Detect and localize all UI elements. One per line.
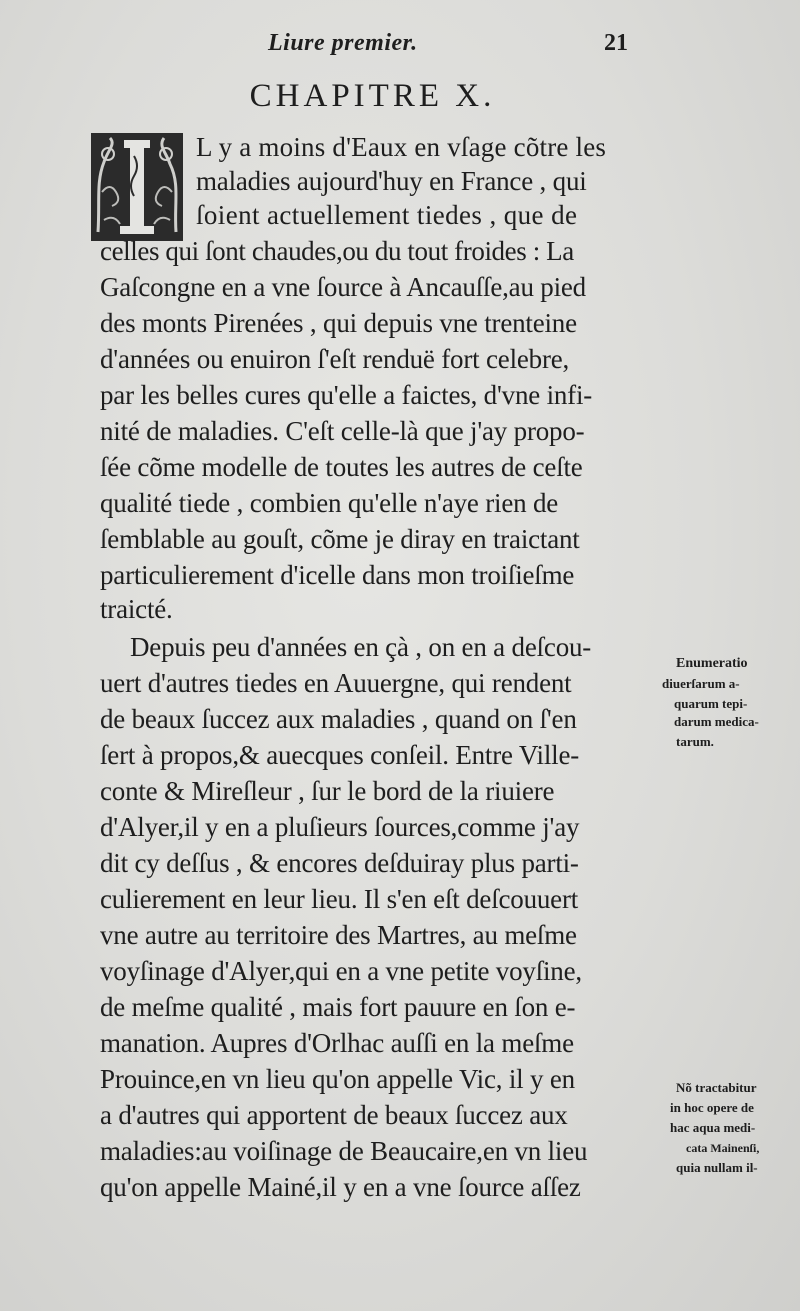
text-line: de meſme qualité , mais fort pauure en ſon e- [100, 992, 576, 1022]
text-line: Gaſcongne en a vne ſource à Ancauſſe,au pied [100, 272, 586, 302]
margin-note-line: quia nullam il- [676, 1160, 758, 1175]
text-line: culierement en leur lieu. Il s'en eſt deſcouuert [100, 884, 579, 914]
text-line: par les belles cures qu'elle a faictes, d'vne infi- [100, 380, 593, 410]
text-line: dit cy deſſus , & encores deſduiray plus parti- [100, 848, 579, 878]
text-line: particulierement d'icelle dans mon troiſieſme [100, 560, 575, 590]
text-line: vne autre au territoire des Martres, au meſme [100, 920, 577, 950]
running-title: Liure premier. [268, 30, 418, 56]
text-line: ſoient actuellement tiedes , que de [196, 200, 578, 230]
text-line: celles qui ſont chaudes,ou du tout froides : La [100, 236, 574, 266]
text-line: a d'autres qui apportent de beaux ſuccez aux [100, 1100, 568, 1130]
margin-note-line: Enumeratio [676, 656, 748, 671]
text-line: ſert à propos,& auecques conſeil. Entre Ville- [100, 740, 580, 770]
text-line: ſemblable au gouſt, cõme je diray en traictant [100, 524, 580, 554]
page-number: 21 [604, 30, 628, 56]
margin-note-line: hac aqua medi- [670, 1120, 756, 1135]
text-line: manation. Aupres d'Orlhac auſſi en la meſme [100, 1028, 574, 1058]
chapter-title: CHAPITRE X. [249, 78, 496, 114]
margin-note-line: diuerſarum a- [662, 676, 740, 691]
text-line: uert d'autres tiedes en Auuergne, qui rendent [100, 668, 572, 698]
margin-note-line: Nõ tractabitur [676, 1080, 757, 1095]
text-line: traicté. [100, 594, 173, 624]
text-line: qualité tiede , combien qu'elle n'aye rien de [100, 488, 559, 518]
margin-note-line: darum medica- [674, 714, 759, 729]
margin-note-line: in hoc opere de [670, 1100, 754, 1115]
text-line: Depuis peu d'années en çà , on en a deſcou- [130, 632, 592, 662]
text-line: Prouince,en vn lieu qu'on appelle Vic, il y en [100, 1064, 575, 1094]
text-line: nité de maladies. C'eſt celle-là que j'ay propo- [100, 416, 585, 446]
text-line: maladies:au voiſinage de Beaucaire,en vn lieu [100, 1136, 588, 1166]
text-line: ſée cõme modelle de toutes les autres de ceſte [100, 452, 583, 482]
margin-note-line: quarum tepi- [674, 696, 748, 711]
text-line: d'Alyer,il y en a pluſieurs ſources,comme j'ay [100, 812, 580, 842]
margin-note-line: cata Mainenſi, [686, 1141, 760, 1155]
text-line: conte & Mireſleur , ſur le bord de la riuiere [100, 776, 555, 806]
margin-note-line: tarum. [676, 734, 714, 749]
text-line: de beaux ſuccez aux maladies , quand on ſ'en [100, 704, 577, 734]
text-line: des monts Pirenées , qui depuis vne trenteine [100, 308, 577, 338]
text-line: maladies aujourd'huy en France , qui [196, 166, 587, 196]
text-line: voyſinage d'Alyer,qui en a vne petite voyſine, [100, 956, 582, 986]
text-line: L y a moins d'Eaux en vſage cõtre les [196, 132, 607, 162]
text-line: qu'on appelle Mainé,il y en a vne ſource aſſez [100, 1172, 581, 1202]
text-line: d'années ou enuiron ſ'eſt renduë fort celebre, [100, 344, 570, 374]
